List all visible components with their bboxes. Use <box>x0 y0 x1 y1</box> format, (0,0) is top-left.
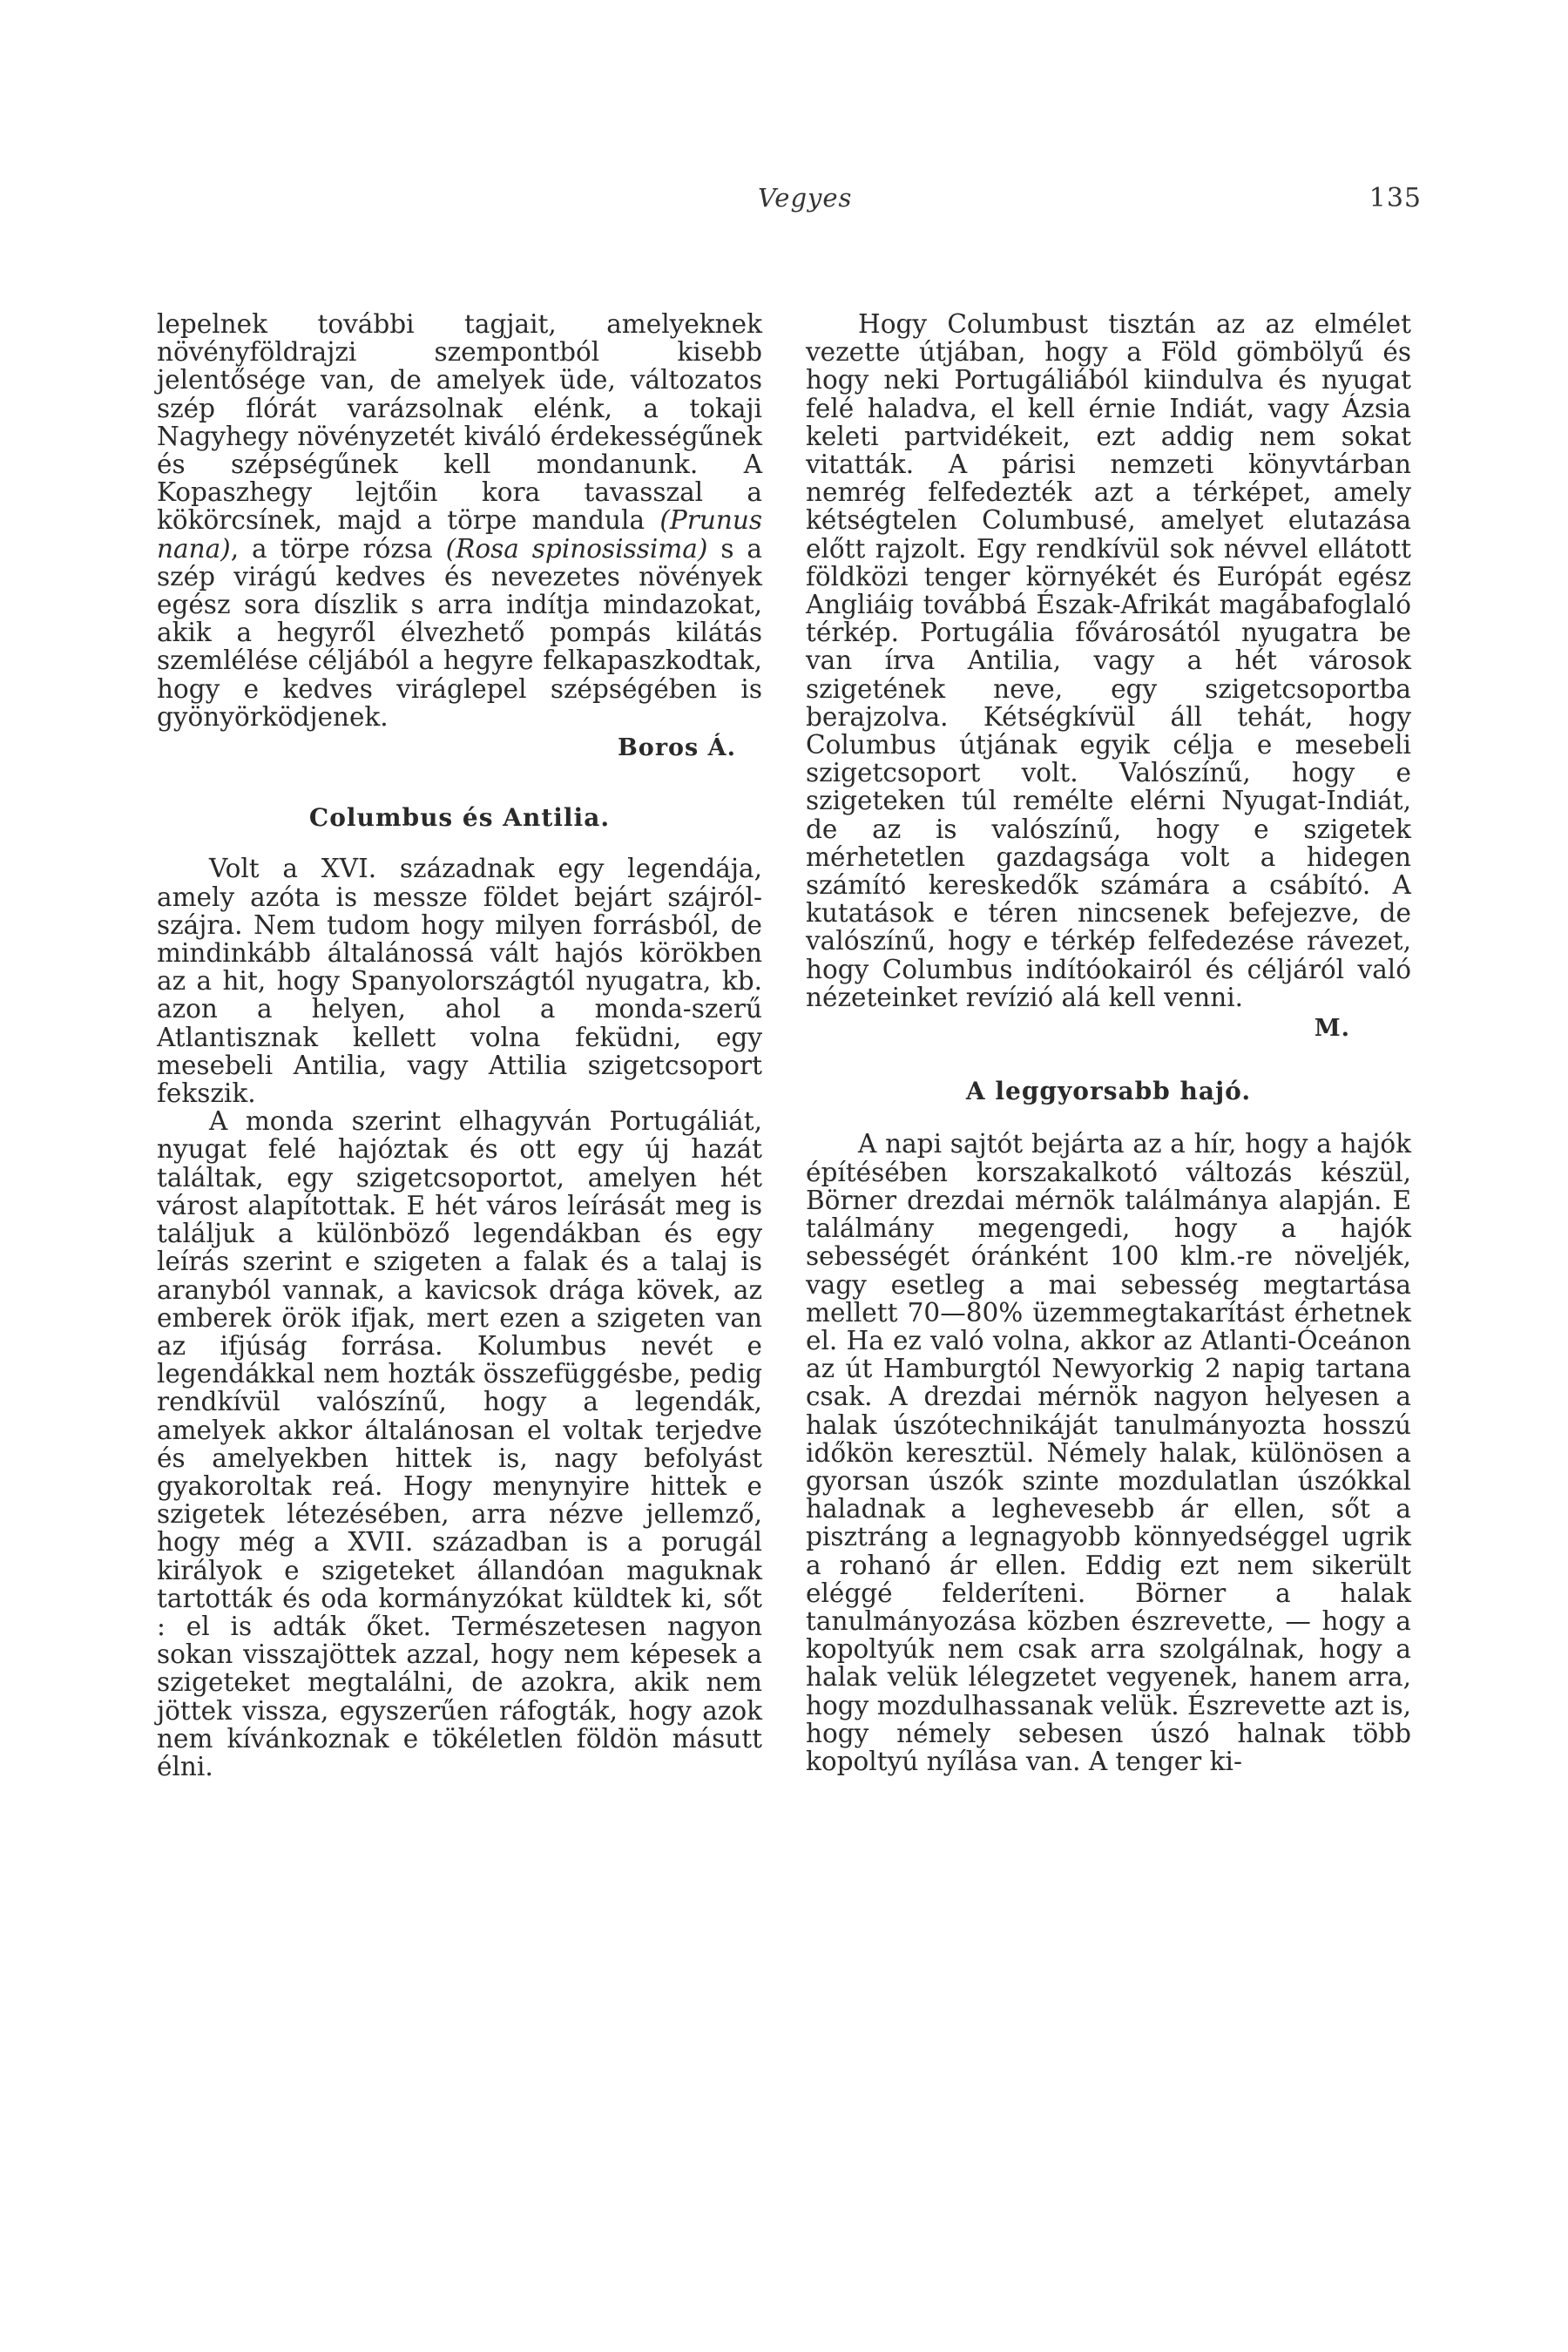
author-signature: M. <box>1314 1015 1350 1043</box>
latin-name: (Prunus nana) <box>157 505 762 564</box>
right-column <box>806 310 1411 1775</box>
paragraph-text: lepelnek további tagjait, amelyeknek növényföldrajzi szempontból kisebb jelentősége van, de amelyek üde, változatos szép flórát varázsolnak elénk, a tokaji Nagyhegy növényzetét kiváló érdekességűnek és szépségűnek kell mondanunk. A Kopaszhegy lejtőin kora tavasszal a kökörcsínek, majd a törpe mandula <box>157 309 762 536</box>
article-title: Columbus és Antilia. <box>308 803 611 833</box>
latin-name: (Rosa spinosissima) <box>445 533 708 564</box>
continued-paragraph <box>157 310 762 731</box>
paragraph: A monda szerint elhagyván Portugáliát, nyugat felé hajóztak és ott egy új hazát találtak, egy szigetcsoportot, amelyen hét várost alapítottak. E hét város leírását meg is találjuk a különböző legendákban és egy leírás szerint e szigeten a falak és a talaj is aranyból vannak, a kavicsok drága kövek, az emberek örök ifjak, mert ezen a szigeten van az ifjúság forrása. Kolumbus nevét e legendákkal nem hozták összefüggésbe, pedig rendkívül valószínű, hogy a legendák, amelyek akkor általánosan el voltak terjedve és amelyekben hittek is, nagy befolyást gyakoroltak reá. Hogy menynyire hittek e szigetek létezésében, arra nézve jellemző, hogy még a XVII. században is a porugál királyok e szigeteket állandóan maguknak tartották és oda kormányzókat küldtek ki, sőt : el is adták őket. Természetesen nagyon sokan visszajöttek azzal, hogy nem képesek a szigeteket megtalálni, de azokra, akik nem jöttek vissza, egyszerűen ráfogták, hogy azok nem kívánkoznak e tökéletlen földön másutt élni. <box>157 1106 762 1781</box>
author-signature: Boros Á. <box>617 734 736 762</box>
page-number: 135 <box>1369 183 1422 213</box>
paragraph-text: , a törpe rózsa <box>230 533 446 564</box>
paragraph-text: s a szép virágú kedves és nevezetes növények egész sora díszlik s arra indítja mindazokat, akik a hegyről élvezhető pompás kilátás szemlélése céljából a hegyre felkapaszkodtak, hogy e kedves viráglepel szépségében is gyönyörködjenek. <box>157 533 762 732</box>
left-column <box>157 310 762 1781</box>
article-title: A leggyorsabb hajó. <box>965 1077 1252 1106</box>
paragraph: Hogy Columbust tisztán az az elmélet vezette útjában, hogy a Föld gömbölyű és hogy neki Portugáliából kiindulva és nyugat felé haladva, el kell érnie Indiát, vagy Ázsia keleti partvidékeit, ezt addig nem sokat vitatták. A párisi nemzeti könyvtárban nemrég felfedezték azt a térképet, amely kétségtelen Columbusé, amelyet elutazása előtt rajzolt. Egy rendkívül sok névvel ellátott földközi tenger környékét és Európát egész Angliáig továbbá Észak-Afrikát magábafoglaló térkép. Portugália fővárosától nyugatra be van írva Antilia, vagy a hét városok szigetének neve, egy szigetcsoportba berajzolva. Kétségkívül áll tehát, hogy Columbus útjának egyik célja e mesebeli szigetcsoport volt. Valószínű, hogy e szigeteken túl remélte elérni Nyugat-Indiát, de az is valószínű, hogy e szigetek mérhetetlen gazdagsága volt a hidegen számító kereskedők számára a csábító. A kutatások e téren nincsenek befejezve, de valószínű, hogy e térkép felfedezése rávezet, hogy Columbus indítóokairól és céljáról való nézeteinket revízió alá kell venni. <box>806 309 1411 1012</box>
running-header-section: Vegyes <box>758 183 853 213</box>
paragraph: A napi sajtót bejárta az a hír, hogy a hajók építésében korszakalkotó változás készül, Börner drezdai mérnök találmánya alapján. E találmány megengedi, hogy a hajók sebességét óránként 100 klm.-re növeljék, vagy esetleg a mai sebesség megtartása mellett 70—80% üzemmegtakarítást érhetnek el. Ha ez való volna, akkor az Atlanti-Óceánon az út Hamburgtól Newyorkig 2 napig tartana csak. A drezdai mérnök nagyon helyesen a halak úszótechnikáját tanulmányozta hosszú időkön keresztül. Némely halak, különösen a gyorsan úszók szinte mozdulatlan úszókkal haladnak a leghevesebb ár ellen, sőt a pisztráng a legnagyobb könnyedséggel ugrik a rohanó ár ellen. Eddig ezt nem sikerült eléggé felderíteni. Börner a halak tanulmányozása közben észrevette, — hogy a kopoltyúk nem csak arra szolgálnak, hogy a halak velük lélegzetet vegyenek, hanem arra, hogy mozdulhassanak velük. Észrevette azt is, hogy némely sebesen úszó halnak több kopoltyú nyílása van. A tenger ki- <box>806 1129 1411 1776</box>
paragraph: Volt a XVI. századnak egy legendája, amely azóta is messze földet bejárt szájról-szájra. Nem tudom hogy milyen forrásból, de mindinkább általánossá vált hajós körökben az a hit, hogy Spanyolországtól nyugatra, kb. azon a helyen, ahol a monda-szerű Atlantisznak kellett volna feküdni, egy mesebeli Antilia, vagy Attilia szigetcsoport fekszik. <box>157 854 762 1109</box>
